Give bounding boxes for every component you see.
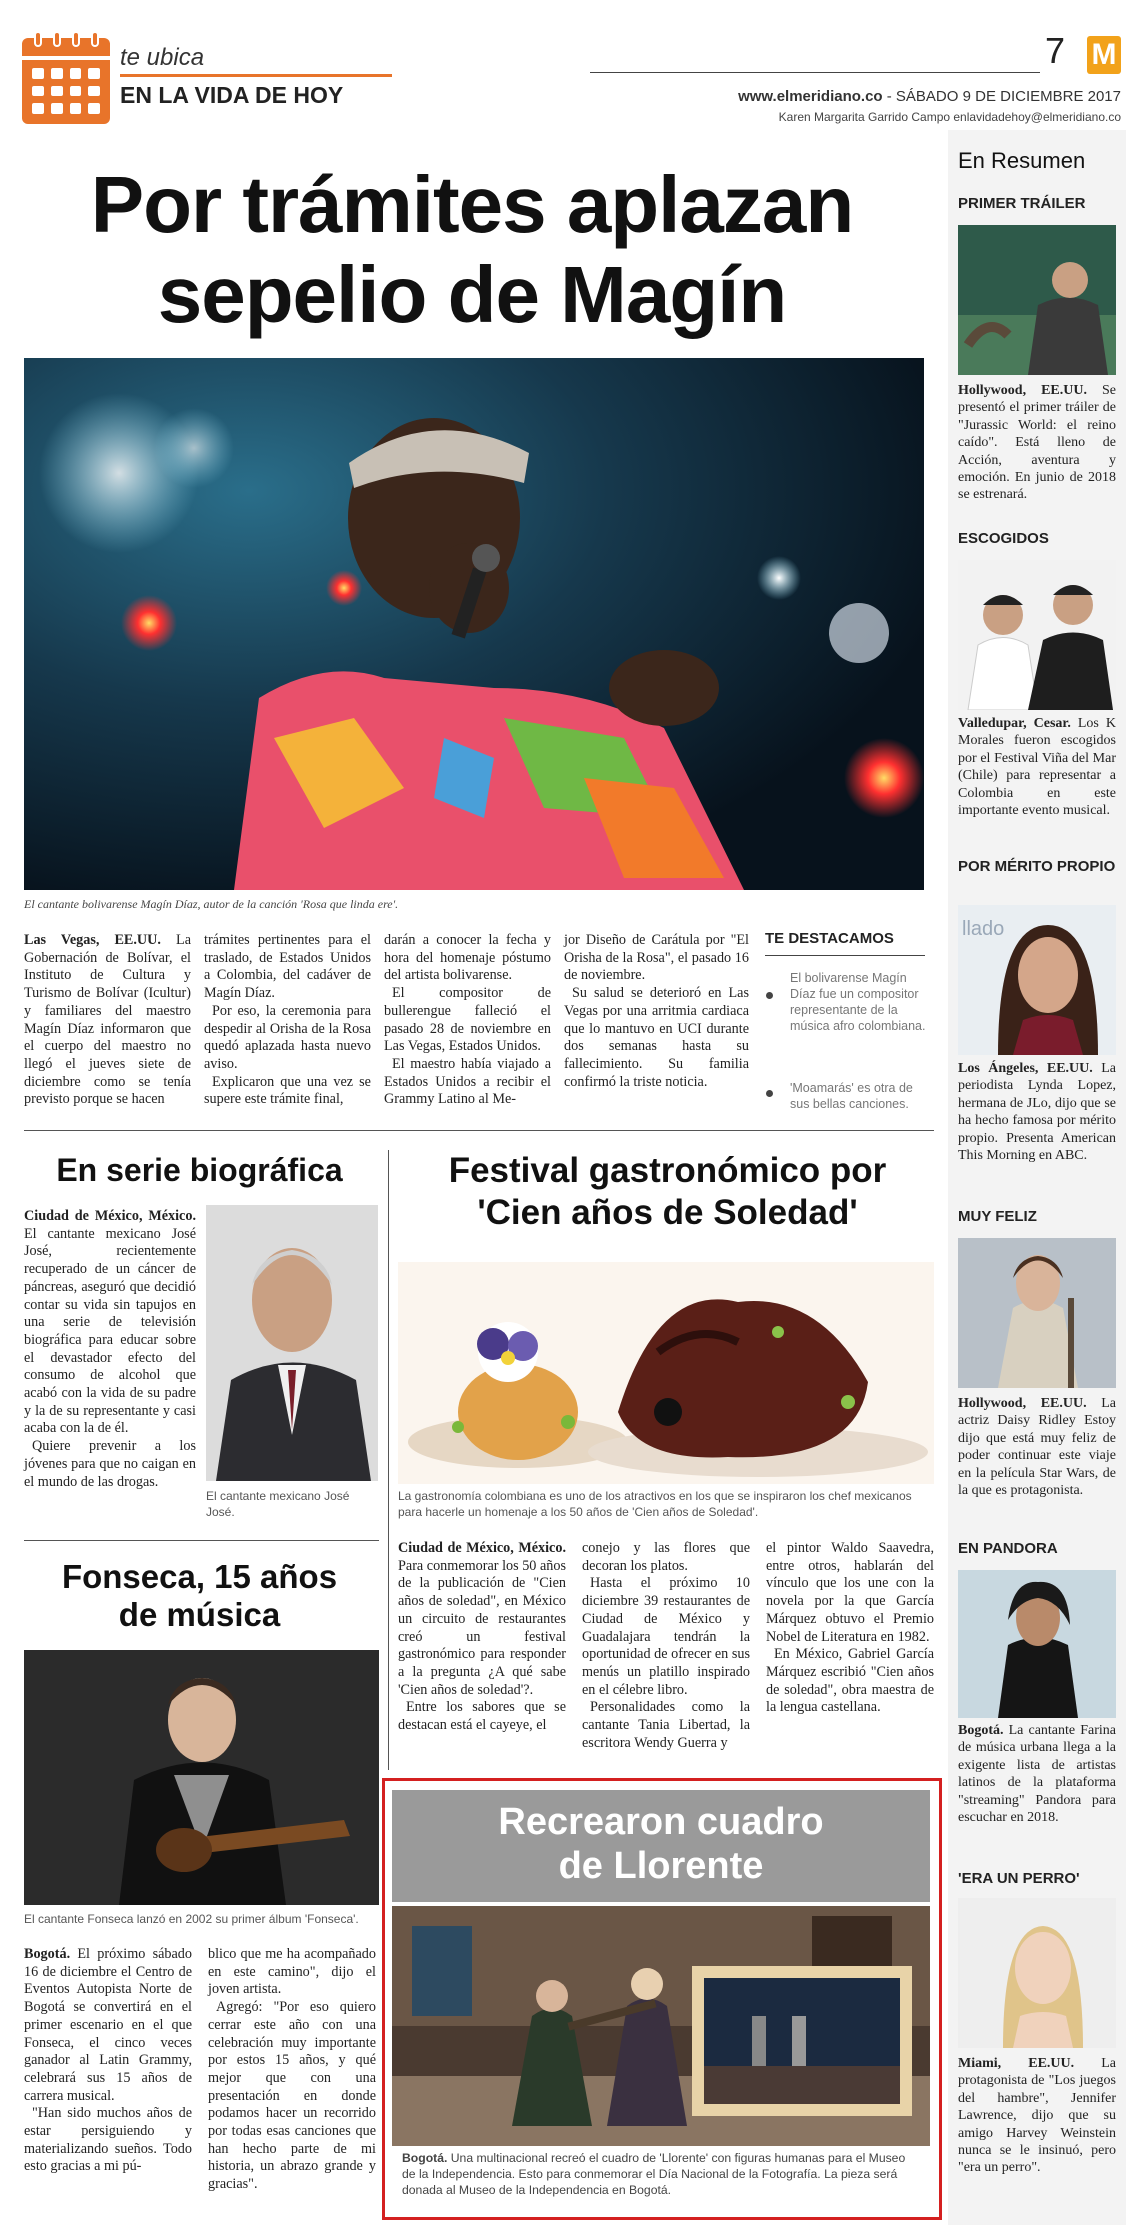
sidebar-item-head: PRIMER TRÁILER bbox=[958, 195, 1086, 212]
sidebar-item-dateline: Miami, EE.UU. bbox=[958, 2056, 1075, 2071]
sidebar-item-head: MUY FELIZ bbox=[958, 1208, 1037, 1225]
main-headline bbox=[22, 160, 922, 340]
main-story-column-1 bbox=[24, 932, 191, 1109]
section-divider bbox=[24, 1130, 934, 1131]
sidebar-item-dateline: Hollywood, EE.UU. bbox=[958, 1396, 1087, 1411]
fonseca-dateline: Bogotá. bbox=[24, 1946, 71, 1962]
main-story-col1-text: La Gobernación de Bolívar, el Instituto de Cultura y Turismo de Bolívar (Icultur) y familiares del maestro Magín Díaz informaron que el cuerpo del maestro no llegó el jueves siete de diciembre como se tenía previsto porque se hacen bbox=[24, 932, 191, 1108]
serie-p2: Quiere prevenir a los jóvenes para que no caigan en el mundo de las drogas. bbox=[24, 1438, 196, 1490]
fonseca-col2-p2: Agregó: "Por eso quiero cerrar este año con una celebración muy importante por estos 15 años, y qué mejor que con una presentación en donde podamos hacer un recorrido por todas esas canciones que han hecho parte de mi historia, un abrazo grande y gracias". bbox=[208, 1999, 376, 2193]
main-story-col4-p2: Su salud se deterioró en Las Vegas por una arritmia cardiaca que lo mantuvo en UCI durante dos semanas hasta su fallecimiento. Su familia confirmó la triste noticia. bbox=[564, 985, 749, 1090]
page-number: 7 bbox=[1045, 30, 1066, 71]
section-kicker: te ubica bbox=[120, 44, 205, 71]
festival-headline-line2: 'Cien años de Soledad' bbox=[477, 1193, 858, 1232]
sidebar-item-body: La periodista Lynda Lopez, hermana de JLo, dijo que se ha hecho famosa por mérito propio. Presenta American This Morning en ABC. bbox=[958, 1061, 1116, 1164]
festival-col2-p2: Hasta el próximo 10 diciembre 39 restaurantes de Ciudad de México y Guadalajara tendrán la oportunidad de ofrecer en sus menús un platillo inspirado en el célebre libro. bbox=[582, 1575, 750, 1698]
issue-line bbox=[738, 88, 1121, 105]
fonseca-col1-p2: "Han sido muchos años de estar persiguiendo y materializando sueños. Todo esto gracias a mi pú- bbox=[24, 2105, 192, 2175]
festival-col1-p1: Para conmemorar los 50 años de la publicación de "Cien años de soledad", en México un circuito de restaurantes creó un festival gastronómico para responder a la pregunta ¿A qué sabe 'Cien años de soledad'?. bbox=[398, 1557, 566, 1698]
sidebar-item-text bbox=[958, 2055, 1116, 2177]
main-story-column-3 bbox=[384, 932, 551, 1109]
festival-col3-p2: En México, Gabriel García Márquez escribió "Cien años de soledad", obra maestra de la lengua castellana. bbox=[766, 1646, 934, 1716]
site-link[interactable]: www.elmeridiano.co bbox=[738, 88, 883, 105]
bullet-icon bbox=[766, 1090, 773, 1097]
sidebar-photo-jurassic-world bbox=[958, 225, 1116, 375]
newspaper-logo-icon: M bbox=[1087, 36, 1121, 74]
main-story-column-2 bbox=[204, 932, 371, 1109]
sidebar-photo-jennifer-lawrence bbox=[958, 1898, 1116, 2048]
calendar-logo-icon bbox=[22, 38, 110, 124]
festival-col3-p1: el pintor Waldo Saavedra, entre otros, hablarán del vínculo que los une con la novela por la que García Márquez obtuvo el Premio Nobel de Literatura en 1982. bbox=[766, 1540, 934, 1645]
llorente-headline-line2: de Llorente bbox=[558, 1845, 764, 1887]
fonseca-headline-line2: de música bbox=[118, 1596, 281, 1633]
festival-headline bbox=[395, 1150, 940, 1234]
main-story-col2-p2: Por eso, la ceremonia para despedir al Orisha de la Rosa quedó aplazada hasta nuevo aviso. bbox=[204, 1002, 371, 1072]
sidebar-item-body: La actriz Daisy Ridley Estoy dijo que está muy feliz de poder continuar este viaje en la película Star Wars, de la que es protagonista. bbox=[958, 1396, 1117, 1499]
sidebar-item-text bbox=[958, 715, 1116, 819]
main-headline-line2: sepelio de Magín bbox=[157, 250, 787, 339]
serie-p1: El cantante mexicano José José, recientemente recuperado de un cáncer de páncreas, aseguró que decidió contar su vida sin tapujos en una serie de televisión biográfica para educar sobre el devastador efecto del consumo de alcohol que acabó con la vida de su padre y la de su representante y casi acaba con la de él. bbox=[24, 1225, 196, 1437]
festival-dateline: Ciudad de México, México. bbox=[398, 1540, 566, 1556]
main-story-col2-p1: trámites pertinentes para el traslado, de Estados Unidos a Colombia, del cadáver de Magín Díaz. bbox=[204, 932, 371, 1002]
sidebar-item-text bbox=[958, 1060, 1116, 1164]
serie-photo-jose-jose bbox=[206, 1205, 378, 1481]
sidebar-item-body: Los K Morales fueron escogidos por el Festival Viña del Mar (Chile) para representar a Colombia en este importante evento musical. bbox=[958, 716, 1116, 819]
main-story-col4-p1: jor Diseño de Carátula por "El Orisha de la Rosa", el pasado 16 de noviembre. bbox=[564, 932, 749, 984]
llorente-headline-line1: Recrearon cuadro bbox=[498, 1801, 824, 1843]
sidebar-item-text bbox=[958, 382, 1116, 504]
serie-headline: En serie biográfica bbox=[56, 1152, 343, 1188]
issue-date: - SÁBADO 9 DE DICIEMBRE 2017 bbox=[882, 88, 1121, 105]
section-divider bbox=[120, 74, 392, 77]
sidebar-item-text bbox=[958, 1722, 1116, 1826]
column-divider bbox=[388, 1150, 389, 1770]
fonseca-col2-p1: blico que me ha acompañado en este camino", dijo el joven artista. bbox=[208, 1946, 376, 1998]
main-story-dateline: Las Vegas, EE.UU. bbox=[24, 932, 161, 948]
fonseca-photo bbox=[24, 1650, 379, 1905]
sidebar-item-head: POR MÉRITO PROPIO bbox=[958, 858, 1116, 875]
festival-photo-caption: La gastronomía colombiana es uno de los atractivos en los que se inspiraron los chef mexicanos para hacerle un homenaje a los 50 años de 'Cien años de Soledad'. bbox=[398, 1489, 912, 1519]
serie-dateline: Ciudad de México, México. bbox=[24, 1208, 196, 1224]
festival-column-2 bbox=[582, 1540, 750, 1752]
sidebar-photo-k-morales bbox=[958, 560, 1116, 710]
destacamos-title: TE DESTACAMOS bbox=[765, 930, 894, 947]
sidebar-photo-daisy-ridley bbox=[958, 1238, 1116, 1388]
sidebar-item-head: EN PANDORA bbox=[958, 1540, 1058, 1557]
main-photo-singer bbox=[24, 358, 924, 890]
main-story-col3-p3: El maestro había viajado a Estados Unidos a recibir el Grammy Latino al Me- bbox=[384, 1055, 551, 1108]
main-headline-line1: Por trámites aplazan bbox=[90, 160, 854, 249]
festival-headline-line1: Festival gastronómico por bbox=[448, 1151, 887, 1190]
serie-photo-caption: El cantante mexicano José José. bbox=[206, 1489, 350, 1519]
section-divider bbox=[24, 1540, 379, 1541]
sidebar-item-body: Se presentó el primer tráiler de "Jurassic World: el reino caído". Está lleno de Acción, aventura y emoción. En junio de 2018 se estrenará. bbox=[958, 383, 1116, 503]
serie-column bbox=[24, 1208, 196, 1491]
main-story-col3-p1: darán a conocer la fecha y hora del homenaje póstumo del artista bolivarense. bbox=[384, 932, 551, 984]
sidebar-item-dateline: Valledupar, Cesar. bbox=[958, 716, 1071, 731]
sidebar-item-dateline: Hollywood, EE.UU. bbox=[958, 383, 1087, 398]
festival-column-1 bbox=[398, 1540, 566, 1735]
festival-column-3 bbox=[766, 1540, 934, 1717]
fonseca-column-1 bbox=[24, 1946, 192, 2176]
sidebar-item-dateline: Bogotá. bbox=[958, 1723, 1004, 1738]
main-photo-caption: El cantante bolivarense Magín Díaz, autor de la canción 'Rosa que linda ere'. bbox=[24, 897, 399, 911]
sidebar-item-head: ESCOGIDOS bbox=[958, 530, 1049, 547]
sidebar-item-body: La cantante Farina de música urbana llega a la exigente lista de artistas latinos de la plataforma "streaming" Pandora para escuchar en 2018. bbox=[958, 1723, 1116, 1826]
fonseca-headline bbox=[22, 1558, 377, 1634]
main-story-column-4 bbox=[564, 932, 749, 1091]
festival-col2-p1: conejo y las flores que decoran los platos. bbox=[582, 1540, 750, 1574]
sidebar-photo-farina bbox=[958, 1570, 1116, 1718]
festival-col2-p3: Personalidades como la cantante Tania Libertad, la escritora Wendy Guerra y bbox=[582, 1699, 750, 1751]
header-divider bbox=[590, 72, 1040, 73]
llorente-headline bbox=[392, 1800, 930, 1888]
destacamos-item: El bolivarense Magín Díaz fue un compositor representante de la música afro colombiana. bbox=[790, 971, 926, 1033]
llorente-dateline: Bogotá. bbox=[402, 2151, 448, 2165]
llorente-caption bbox=[402, 2150, 922, 2198]
svg-text:llado: llado bbox=[962, 918, 1005, 940]
bullet-icon bbox=[766, 992, 773, 999]
main-story-col2-p3: Explicaron que una vez se supere este trámite final, bbox=[204, 1073, 371, 1108]
destacamos-item: 'Moamarás' es otra de sus bellas canciones. bbox=[790, 1081, 913, 1111]
sidebar-item-head: 'ERA UN PERRO' bbox=[958, 1870, 1080, 1887]
fonseca-column-2 bbox=[208, 1946, 376, 2194]
sidebar-photo-lynda-lopez bbox=[958, 905, 1116, 1055]
festival-col1-p2: Entre los sabores que se destacan está el cayeye, el bbox=[398, 1699, 566, 1734]
sidebar-item-dateline: Los Ángeles, EE.UU. bbox=[958, 1061, 1093, 1076]
sidebar-item-text bbox=[958, 1395, 1116, 1499]
section-name: EN LA VIDA DE HOY bbox=[120, 82, 344, 108]
llorente-caption-text: Una multinacional recreó el cuadro de 'Llorente' con figuras humanas para el Museo de la Independencia. Esto para conmemorar el Día Nacional de la Fotografía. La pieza será donada al Museo de la Independencia en Bogotá. bbox=[402, 2151, 906, 2197]
destacamos-divider bbox=[765, 955, 925, 956]
sidebar-item-body: La protagonista de "Los juegos del hambre", Jennifer Lawrence, dijo que su amigo Harvey Weinstein nunca se le insinuó, pero "era un perro". bbox=[958, 2056, 1116, 2176]
main-story-col3-p2: El compositor de bullerengue falleció el pasado 28 de noviembre en Las Vegas, Estados Unidos. bbox=[384, 985, 551, 1055]
author-line: Karen Margarita Garrido Campo enlavidadehoy@elmeridiano.co bbox=[778, 110, 1121, 124]
fonseca-photo-caption: El cantante Fonseca lanzó en 2002 su primer álbum 'Fonseca'. bbox=[24, 1912, 359, 1926]
fonseca-headline-line1: Fonseca, 15 años bbox=[61, 1558, 338, 1595]
sidebar-title: En Resumen bbox=[958, 148, 1086, 173]
festival-photo-dishes bbox=[398, 1262, 934, 1484]
fonseca-col1-p1: El próximo sábado 16 de diciembre el Centro de Eventos Autopista Norte de Bogotá se convertirá en el primer escenario en el que Fonseca, el cinco veces ganador al Latin Grammy, celebrará sus 15 años de carrera musical. bbox=[24, 1946, 192, 2104]
llorente-photo bbox=[392, 1906, 930, 2146]
